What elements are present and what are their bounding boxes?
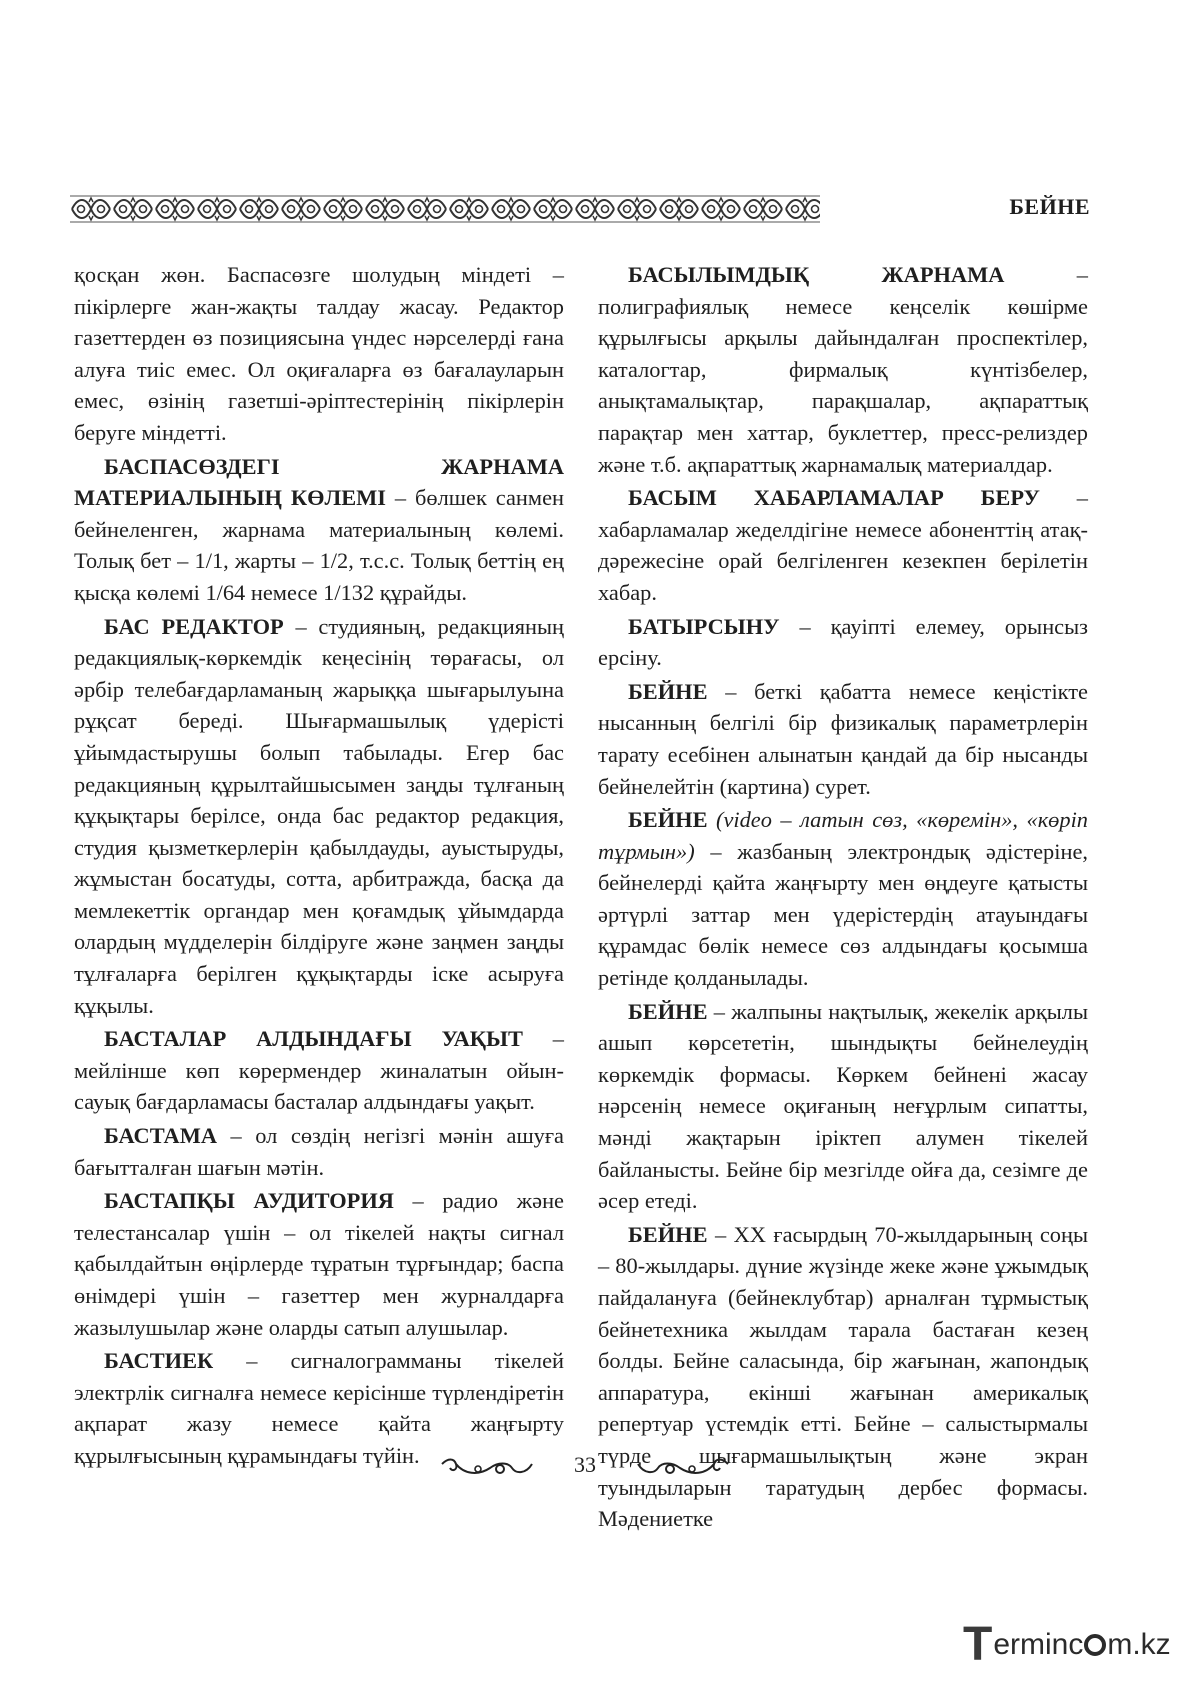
watermark-ring-icon xyxy=(1084,1634,1106,1656)
entry-etymology: (video – латын сөз, «көремін», «көріп тұрмын») xyxy=(598,807,1088,864)
watermark-logo: T erminc m.kz xyxy=(963,1618,1171,1671)
right-column xyxy=(598,259,1088,1537)
continued-paragraph xyxy=(74,259,564,449)
dictionary-entry xyxy=(74,1185,564,1343)
dictionary-entry xyxy=(74,451,564,609)
entry-definition: – хабарламалар жеделдігіне немесе абоненттің атақ-дәрежесіне орай белгіленген кезекпен берілетін хабар. xyxy=(598,485,1088,605)
entry-term: БАС РЕДАКТОР xyxy=(104,613,284,639)
entry-term: БАСТАМА xyxy=(104,1123,218,1149)
entry-term: БАСТАПҚЫ АУДИТОРИЯ xyxy=(104,1188,394,1214)
entry-term: БЕЙНЕ xyxy=(628,1221,708,1247)
dictionary-entry xyxy=(598,482,1088,608)
entry-definition: – студияның, редакцияның редакциялық-көркемдік кеңесінің төрағасы, ол әрбір телебағдарламаның жарыққа шығарылуына рұқсат береді. Шығармашылық үдерісті ұйымдастырушы болып табылады. Егер бас редакцияның құрылтайшысымен заңды тұлғаның құқықтары берілсе, онда бас редактор редакция, студия қызметкерлерін қабылдауды, ауыстыруды, жұмыстан босатуды, сотта, арбитражда, басқа да мемлекеттік органдар мен қоғамдық ұйымдарда олардың мүдделерін білдіруге және заңмен заңды тұлғаларға берілген құқықтарды іске асыруға құқылы. xyxy=(74,613,564,1018)
running-head: БЕЙНЕ xyxy=(1009,194,1090,219)
flourish-right-icon xyxy=(632,1456,732,1480)
entry-definition: – жалпыны нақтылық, жекелік арқылы ашып көрсететін, шындықты бейнелеудің көркемдік формасы. Көркем бейнені жасау нәрсенің немесе оқиғаның неғұрлым сипатты, мәнді жақтарын іріктеп алумен тікелей байланысты. Бейне бір мезгілде ойға да, сезімге де әсер етеді. xyxy=(598,998,1088,1214)
ornament-pattern-icon xyxy=(70,194,820,224)
dictionary-entry xyxy=(74,1023,564,1118)
dictionary-entry xyxy=(598,996,1088,1217)
entry-definition: – жазбаның электрондық әдістеріне, бейнелерді қайта жаңғырту мен өңдеуге қатысты әртүрлі заттар мен үдерістердің атауындағы құрамдас бөлік немесе сөз алдындағы қосымша ретінде қолданылады. xyxy=(598,838,1088,991)
page-header xyxy=(70,186,1090,232)
entry-definition: – сигналограмманы тікелей электрлік сигналға немесе керісінше түрлендіретін ақпарат жазу немесе қайта жаңғырту құрылғысының құрамындағы түйін. xyxy=(74,1348,564,1468)
watermark-t-icon: T xyxy=(963,1618,993,1671)
entry-definition: – бөлшек санмен бейнеленген, жарнама материалының көлемі. Толық бет – 1/1, жарты – 1/2, т.с.с. Толық беттің ең қысқа көлемі 1/64 немесе 1/132 құрайды. xyxy=(74,485,565,605)
entry-term: БАТЫРСЫНУ xyxy=(628,613,780,639)
entry-definition: – мейлінше көп көрермендер жиналатын ойын-сауық бағдарламасы басталар алдындағы уақыт. xyxy=(74,1026,564,1115)
flourish-left-icon xyxy=(438,1456,538,1480)
dictionary-entry xyxy=(74,1120,564,1183)
entry-term: БЕЙНЕ xyxy=(628,807,708,833)
ornament-band xyxy=(70,194,820,224)
entry-term: БАСЫМ ХАБАРЛАМАЛАР БЕРУ xyxy=(628,485,1040,511)
dictionary-entry xyxy=(598,676,1088,802)
entry-definition: – беткі қабатта немесе кеңістікте нысанның белгілі бір физикалық параметрлерін тарату есебінен алынатын қандай да бір нысанды бейнелейтін (картина) сурет. xyxy=(598,678,1088,799)
dictionary-entry xyxy=(74,611,564,1022)
entry-term: БАСТАЛАР АЛДЫНДАҒЫ УАҚЫТ xyxy=(104,1026,523,1052)
entry-term: БЕЙНЕ xyxy=(628,678,708,704)
page-number: 33 xyxy=(574,1452,596,1477)
page-footer xyxy=(0,1448,1191,1488)
left-column xyxy=(74,259,564,1474)
entry-definition: – қауіпті елемеу, орынсыз ерсіну. xyxy=(598,613,1088,671)
entry-term: БЕЙНЕ xyxy=(628,998,708,1024)
entry-definition: қосқан жөн. Баспасөзге шолудың міндеті – пікірлерге жан-жақты талдау жасау. Редактор газеттерден өз позициясына үндес нәрселерді ғана алуға тиіс емес. Ол оқиғаларға өз бағалауларын емес, өзінің газетші-әріптестерінің пікірлерін беруге міндетті. xyxy=(74,262,564,445)
entry-term: БАСПАСӨЗДЕГІ ЖАРНАМА МАТЕРИАЛЫНЫҢ КӨЛЕМІ xyxy=(74,453,564,511)
entry-definition: – ол сөздің негізгі мәнін ашуға бағытталған шағын мәтін. xyxy=(74,1123,564,1180)
dictionary-entry xyxy=(598,804,1088,994)
entry-definition: – полиграфиялық немесе кеңселік көшірме құрылғысы арқылы дайындалған проспектілер, каталогтар, фирмалық күнтізбелер, анықтамалықтар, парақшалар, ақпараттық парақтар мен хаттар, буклеттер, пресс-релиздер және т.б. ақпараттық жарнамалық материалдар. xyxy=(598,262,1089,477)
dictionary-entry xyxy=(598,611,1088,674)
entry-term: БАСЫЛЫМДЫҚ ЖАРНАМА xyxy=(628,262,1005,287)
entry-definition: – ХХ ғасырдың 70-жылдарының соңы – 80-жылдары. дүние жүзінде жеке және ұжымдық пайдалануға (бейнеклубтар) арналған тұрмыстық бейнетехника жылдам тарала бастаған кезең болды. Бейне саласында, бір жағынан, жапондық аппаратура, екінші жағынан америкалық репертуар үстемдік етті. Бейне – салыстырмалы түрде шығармашылықтың және экран туындыларын таратудың дербес формасы. Мәдениетке xyxy=(598,1221,1088,1532)
entry-definition: – радио және телестансалар үшін – ол тікелей нақты сигнал қабылдайтын өңірлерде тұратын тұрғындар; баспа өнімдері үшін – газеттер мен журналдарға жазылушылар және оларды сатып алушылар. xyxy=(74,1188,564,1340)
entry-term: БАСТИЕК xyxy=(104,1348,214,1374)
dictionary-entry xyxy=(598,259,1088,480)
